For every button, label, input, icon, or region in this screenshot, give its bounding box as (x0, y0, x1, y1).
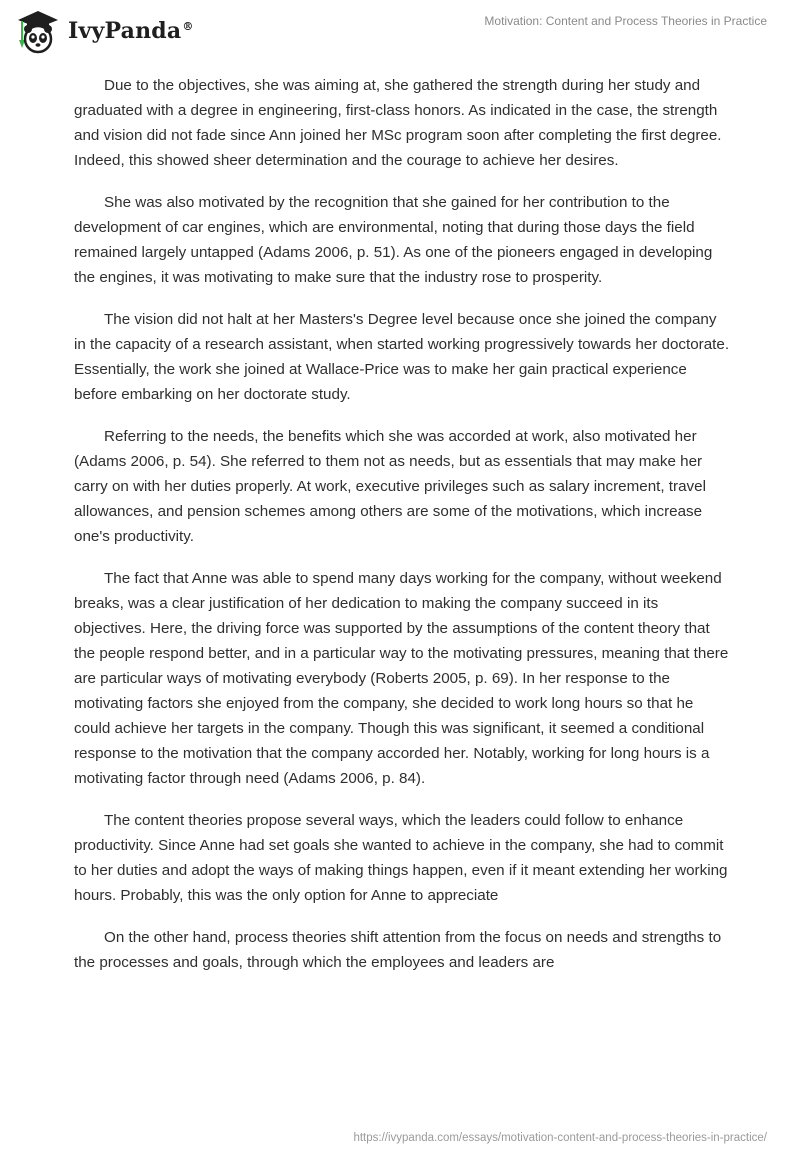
document-title: Motivation: Content and Process Theories in Practice (484, 14, 767, 28)
paragraph: Referring to the needs, the benefits which she was accorded at work, also motivated her (Adams 2006, p. 54). She referred to them not as needs, but as essentials that may make her carry on with her duties properly. At work, executive privileges such as salary increment, travel allowances, and pension schemes among others are some of the motivations, which increase one's productivity. (74, 428, 706, 545)
paragraph: Due to the objectives, she was aiming at, she gathered the strength during her study and graduated with a degree in engineering, first-class honors. As indicated in the case, the strength and vision did not fade since Ann joined her MSc program soon after completing the first degree. Indeed, this showed sheer determination and the courage to achieve her desires. (74, 77, 722, 169)
paragraph: The content theories propose several ways, which the leaders could follow to enhance productivity. Since Anne had set goals she wanted to achieve in the company, she had to commit to her duties and adopt the ways of making things happen, even if it meant extending her working hours. Probably, this was the only option for Anne to appreciate (74, 812, 728, 904)
page-header (0, 0, 800, 60)
source-url-link[interactable]: https://ivypanda.com/essays/motivation-content-and-process-theories-in-practice/ (353, 1132, 767, 1144)
paragraph: The vision did not halt at her Masters's Degree level because once she joined the company in the capacity of a research assistant, when started working progressively towards her doctorate. Essentially, the work she joined at Wallace-Price was to make her gain practical experience before embarking on her doctorate study. (74, 311, 730, 403)
panda-graduate-icon (14, 8, 62, 54)
paragraph: She was also motivated by the recognition that she gained for her contribution to the development of car engines, which are environmental, noting that during those days the field remained largely untapped (Adams 2006, p. 51). As one of the pioneers engaged in developing the engines, it was motivating to make sure that the industry rose to prosperity. (74, 194, 713, 286)
logo-wordmark: IvyPanda® (68, 18, 194, 44)
essay-body (74, 73, 730, 992)
ivypanda-logo[interactable] (14, 8, 194, 54)
paragraph: The fact that Anne was able to spend many days working for the company, without weekend breaks, was a clear justification of her dedication to making the company succeed in its objectives. Here, the driving force was supported by the assumptions of the content theory that the people respond better, and in a particular way to the motivating pressures, meaning that there are particular ways of motivating everybody (Roberts 2005, p. 69). In her response to the motivating factors she enjoyed from the company, she decided to work long hours so that he could achieve her targets in the company. Though this was significant, it seemed a conditional response to the motivation that the company accorded her. Notably, working for long hours is a motivating factor through need (Adams 2006, p. 84). (74, 570, 729, 787)
paragraph: On the other hand, process theories shift attention from the focus on needs and strengths to the processes and goals, through which the employees and leaders are (74, 929, 722, 971)
